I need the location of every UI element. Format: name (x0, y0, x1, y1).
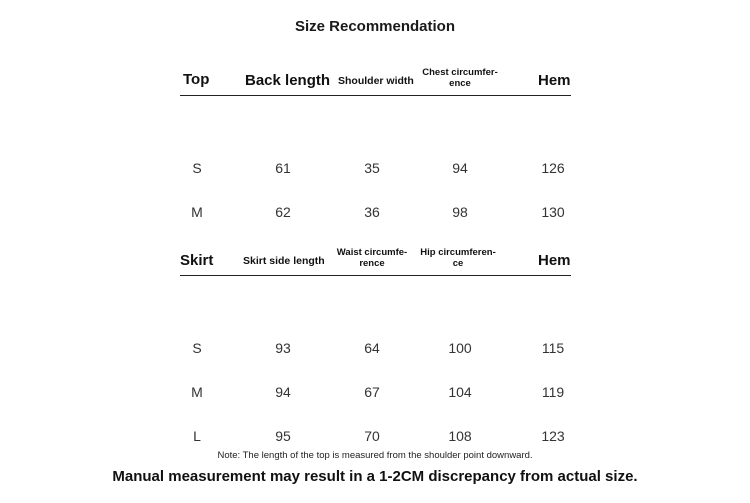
skirt-row-s-side-length: 93 (275, 340, 291, 356)
skirt-row-m-size: M (191, 384, 203, 400)
top-header-back-length: Back length (245, 72, 331, 89)
skirt-row-s-hem: 115 (541, 340, 565, 356)
skirt-row-s-hip: 100 (448, 340, 472, 356)
skirt-row-m-side-length: 94 (275, 384, 291, 400)
skirt-row-l-waist: 70 (364, 428, 380, 444)
measurement-note: Note: The length of the top is measured from the shoulder point downward. (217, 450, 533, 461)
skirt-header-waist: Waist circumfe- rence (336, 247, 408, 269)
skirt-row-m-waist: 67 (364, 384, 380, 400)
skirt-row-s-waist: 64 (364, 340, 380, 356)
top-row-s-chest: 94 (452, 160, 468, 176)
top-row-s-hem: 126 (541, 160, 565, 176)
top-row-s-size: S (192, 160, 202, 176)
top-row-m-shoulder: 36 (364, 204, 380, 220)
skirt-row-l-size: L (193, 428, 201, 444)
skirt-row-l-hem: 123 (541, 428, 565, 444)
top-row-m-back-length: 62 (275, 204, 291, 220)
skirt-row-m-hem: 119 (541, 384, 565, 400)
top-row-m-size: M (191, 204, 203, 220)
skirt-header-side-length: Skirt side length (243, 255, 325, 267)
page-title: Size Recommendation (294, 18, 456, 35)
top-row-m-hem: 130 (541, 204, 565, 220)
top-header-hem: Hem (538, 72, 571, 89)
skirt-header-hem: Hem (538, 252, 571, 269)
skirt-row-s-size: S (192, 340, 202, 356)
top-header-chest: Chest circumfer- ence (422, 67, 498, 89)
discrepancy-disclaimer: Manual measurement may result in a 1-2CM discrepancy from actual size. (112, 468, 638, 485)
skirt-header-label: Skirt (180, 252, 214, 269)
top-row-s-back-length: 61 (275, 160, 291, 176)
top-row-m-chest: 98 (452, 204, 468, 220)
top-header-label: Top (183, 71, 210, 88)
skirt-header-hip: Hip circumferen- ce (420, 247, 496, 269)
skirt-row-l-hip: 108 (448, 428, 472, 444)
top-row-s-shoulder: 35 (364, 160, 380, 176)
skirt-header-rule (180, 275, 571, 276)
top-header-shoulder-width: Shoulder width (338, 75, 414, 87)
top-header-rule (180, 95, 571, 96)
skirt-row-m-hip: 104 (448, 384, 472, 400)
skirt-row-l-side-length: 95 (275, 428, 291, 444)
